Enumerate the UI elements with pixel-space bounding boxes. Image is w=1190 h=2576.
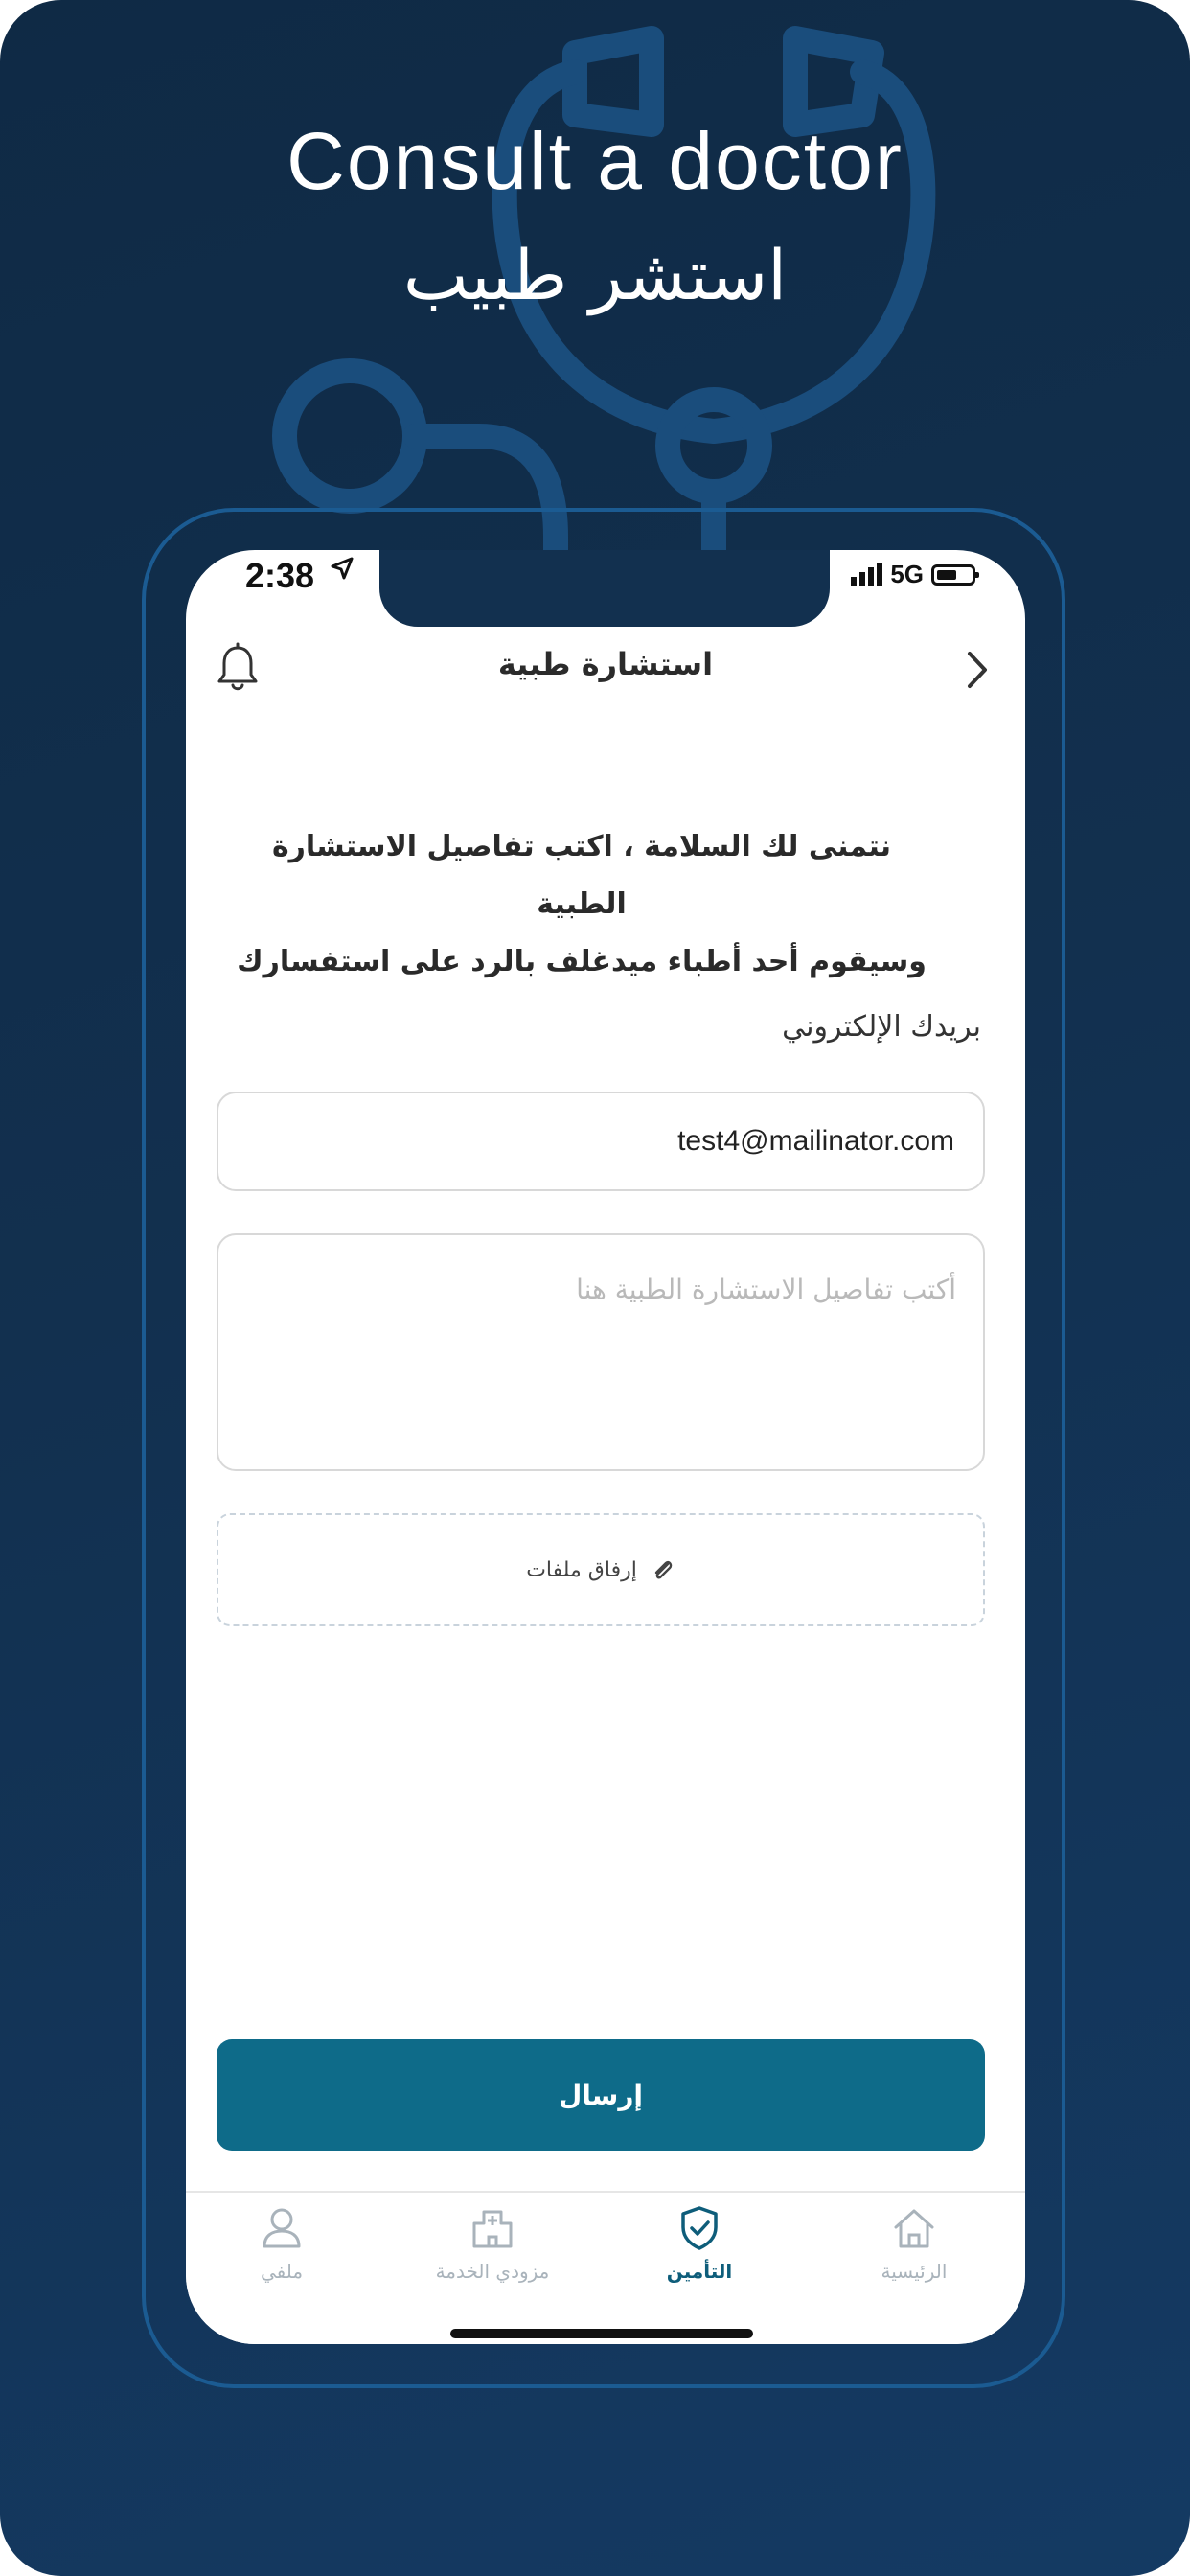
paperclip-icon	[649, 1556, 675, 1583]
tab-label: الرئيسية	[881, 2260, 948, 2283]
submit-button[interactable]	[217, 2039, 985, 2150]
shield-check-icon	[675, 2204, 723, 2252]
user-icon	[258, 2204, 306, 2252]
chevron-right-icon[interactable]	[958, 646, 996, 694]
tab-home[interactable]	[818, 2193, 1010, 2283]
home-indicator[interactable]	[450, 2329, 753, 2338]
tab-label: مزودي الخدمة	[435, 2260, 550, 2283]
email-label: بريدك الإلكتروني	[782, 1010, 981, 1044]
battery-icon	[931, 564, 975, 586]
home-icon	[890, 2204, 938, 2252]
status-time: 2:38	[245, 556, 315, 595]
status-indicators	[851, 560, 975, 589]
network-label: 5G	[890, 560, 924, 588]
location-arrow-icon	[330, 556, 355, 581]
intro-line-2: وسيقوم أحد أطباء ميدغلف بالرد على استفسارك	[237, 945, 927, 978]
page-title: استشارة طبية	[497, 646, 714, 682]
tab-label: ملفي	[260, 2260, 304, 2283]
promo-title-en: Consult a doctor	[286, 116, 904, 206]
phone-screen	[186, 550, 1025, 2344]
tab-profile[interactable]	[186, 2193, 378, 2283]
attach-files-label: إرفاق ملفات	[526, 1557, 637, 1582]
intro-line-1: نتمنى لك السلامة ، اكتب تفاصيل الاستشارة الطبية	[271, 830, 892, 921]
attach-files-button[interactable]	[217, 1513, 985, 1626]
email-field[interactable]	[217, 1092, 985, 1191]
tab-label: التأمين	[666, 2260, 733, 2283]
intro-text	[224, 818, 939, 991]
tab-service-providers[interactable]	[397, 2193, 588, 2283]
tab-insurance[interactable]	[604, 2193, 795, 2283]
consultation-details-field[interactable]	[217, 1233, 985, 1471]
hospital-icon	[469, 2204, 516, 2252]
bottom-tab-bar	[186, 2191, 1025, 2344]
submit-label: إرسال	[558, 2079, 644, 2111]
notch	[379, 550, 830, 627]
promo-title-ar: استشر طبيب	[402, 235, 788, 315]
signal-icon	[851, 563, 882, 586]
